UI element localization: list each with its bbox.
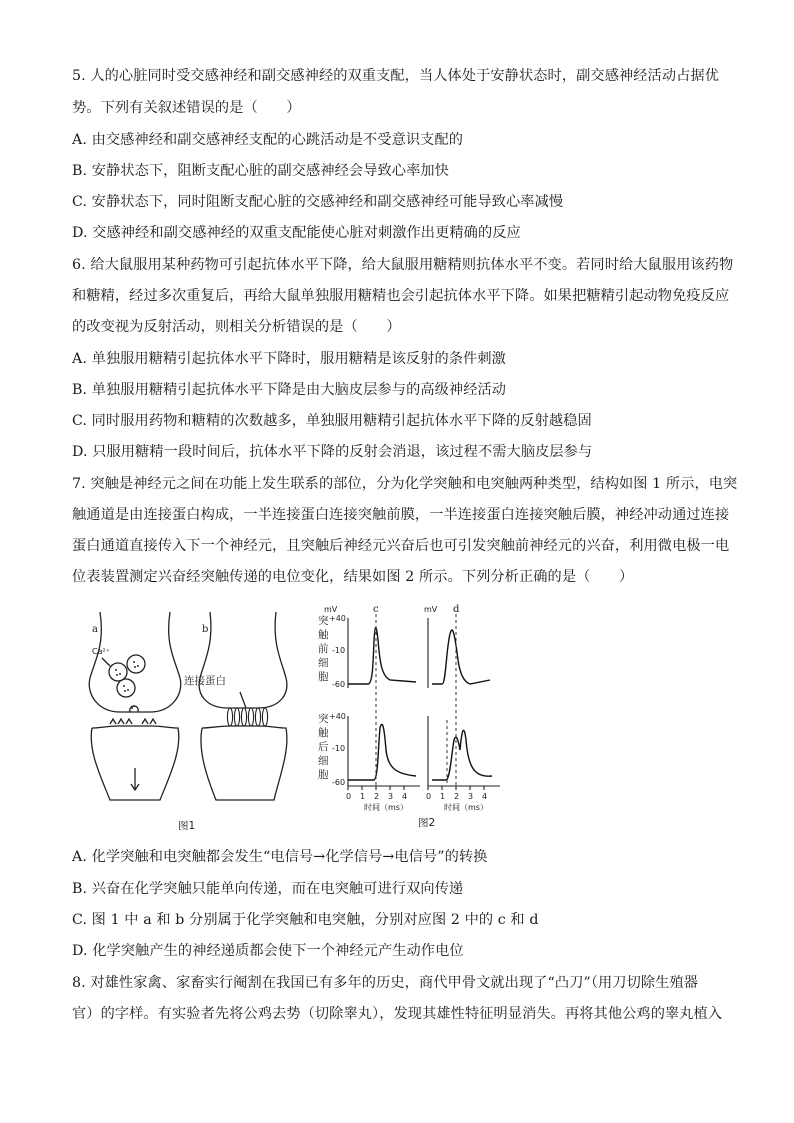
q7-stem-line-4: 位表装置测定兴奋经突触传递的电位变化，结果如图 2 所示。下列分析正确的是（ ） <box>72 569 634 585</box>
trace-c-post <box>348 724 416 780</box>
q5-stem-line-2: 势。下列有关叙述错误的是（ ） <box>72 100 301 116</box>
xtick-l-4: 4 <box>402 792 408 801</box>
xtick-r-1: 1 <box>440 792 446 801</box>
calcium-label: Ca²⁺ <box>92 647 110 656</box>
post-char-5: 胞 <box>318 769 329 781</box>
q7-stem-line-1: 7. 突触是神经元之间在功能上发生联系的部位，分为化学突触和电突触两种类型，结构如图 1 所示，电突 <box>72 476 738 492</box>
q6-option-b[interactable]: B. 单独服用糖精引起抗体水平下降是由大脑皮层参与的高级神经活动 <box>72 382 507 398</box>
q7-option-b[interactable]: B. 兴奋在化学突触只能单向传递，而在电突触可进行双向传递 <box>72 881 464 897</box>
post-char-4: 细 <box>318 755 329 767</box>
fig2-axes <box>348 618 500 790</box>
post-char-3: 后 <box>318 741 329 753</box>
q8-stem-line-1: 8. 对雄性家禽、家畜实行阉割在我国已有多年的历史，商代甲骨文就出现了“凸刀”（用刀切除生殖器 <box>72 975 699 991</box>
q7-option-d[interactable]: D. 化学突触产生的神经递质都会使下一个神经元产生动作电位 <box>72 943 464 959</box>
connexin-label: 连接蛋白 <box>184 675 226 687</box>
post-char-2: 触 <box>318 727 329 739</box>
ytick-pre-mid: -10 <box>332 646 346 655</box>
ytick-pre-bottom: -60 <box>332 680 346 689</box>
fig1-label-a: a <box>92 624 98 635</box>
q7-stem-line-2: 触通道是由连接蛋白构成，一半连接蛋白连接突触前膜，一半连接蛋白连接突触后膜，神经冲动通过连接 <box>72 507 730 523</box>
fig1-panel-b <box>199 612 287 800</box>
xtick-r-2: 2 <box>454 792 460 801</box>
mv-unit-right: mV <box>424 605 438 614</box>
xtick-l-1: 1 <box>360 792 366 801</box>
pre-char-2: 触 <box>318 629 329 641</box>
q6-stem-line-2: 和糖精，经过多次重复后，再给大鼠单独服用糖精也会引起抗体水平下降。如果把糖精引起动物免疫反应 <box>72 288 730 304</box>
fig1-caption: 图1 <box>178 820 196 832</box>
fig2-caption: 图2 <box>418 817 436 829</box>
q5-option-d[interactable]: D. 交感神经和副交感神经的双重支配能使心脏对刺激作出更精确的反应 <box>72 225 521 241</box>
mv-unit-left: mV <box>324 605 338 614</box>
ytick-post-mid: -10 <box>332 744 346 753</box>
q7-stem-line-3: 蛋白通道直接传入下一个神经元，且突触后神经元兴奋后也可引发突触前神经元的兴奋，利用微电极一电 <box>72 538 730 554</box>
ytick-pre-top: +40 <box>329 614 346 623</box>
vesicle-dots <box>115 661 139 709</box>
xtick-r-3: 3 <box>468 792 474 801</box>
fig2-traces <box>348 628 492 780</box>
fig1-label-b: b <box>202 624 209 635</box>
x-axis-title-left: 时间（ms） <box>364 803 408 812</box>
connexin-channels <box>227 708 267 726</box>
xtick-l-0: 0 <box>346 792 352 801</box>
q7-figure <box>80 600 520 836</box>
q7-option-c[interactable]: C. 图 1 中 a 和 b 分别属于化学突触和电突触，分别对应图 2 中的 c 和 d <box>72 912 539 928</box>
trace-d-pre <box>432 630 490 684</box>
q6-stem-line-1: 6. 给大鼠服用某种药物可引起抗体水平下降，给大鼠服用糖精则抗体水平不变。若同时给大鼠服用该药物 <box>72 257 734 273</box>
ytick-post-bottom: -60 <box>332 778 346 787</box>
q6-stem-line-3: 的改变视为反射活动，则相关分析错误的是（ ） <box>72 319 401 335</box>
pre-char-1: 突 <box>318 615 329 627</box>
q5-stem-line-1: 5. 人的心脏同时受交感神经和副交感神经的双重支配，当人体处于安静状态时，副交感神经活动占据优 <box>72 68 719 84</box>
q5-option-a[interactable]: A. 由交感神经和副交感神经支配的心跳活动是不受意识支配的 <box>72 132 464 148</box>
x-ticks-right <box>426 792 487 801</box>
xtick-r-0: 0 <box>426 792 432 801</box>
xtick-l-3: 3 <box>388 792 394 801</box>
curve-label-d: d <box>453 604 460 615</box>
q6-option-c[interactable]: C. 同时服用药物和糖精的次数越多，单独服用糖精引起抗体水平下降的反射越稳固 <box>72 413 592 429</box>
pre-char-3: 前 <box>318 643 329 655</box>
ytick-post-top: +40 <box>329 712 346 721</box>
x-axis-title-right: 时间（ms） <box>444 803 488 812</box>
trace-c-pre <box>348 628 416 684</box>
q8-stem-line-2: 官）的字样。有实验者先将公鸡去势（切除睾丸），发现其雄性特征明显消失。再将其他公鸡的睾丸植入 <box>72 1006 723 1022</box>
pre-char-5: 胞 <box>318 671 329 683</box>
trace-d-post <box>432 730 492 780</box>
q7-option-a[interactable]: A. 化学突触和电突触都会发生“电信号→化学信号→电信号”的转换 <box>72 849 488 865</box>
post-char-1: 突 <box>318 713 329 725</box>
q5-option-c[interactable]: C. 安静状态下，同时阻断支配心脏的交感神经和副交感神经可能导致心率减慢 <box>72 194 564 210</box>
pre-char-4: 细 <box>318 657 329 669</box>
post-cell-label <box>318 713 329 781</box>
xtick-r-4: 4 <box>482 792 488 801</box>
synapse-figure-svg <box>80 600 520 836</box>
x-ticks-left <box>346 792 407 801</box>
xtick-l-2: 2 <box>374 792 380 801</box>
q6-option-d[interactable]: D. 只服用糖精一段时间后，抗体水平下降的反射会消退，该过程不需大脑皮层参与 <box>72 444 593 460</box>
q5-option-b[interactable]: B. 安静状态下，阻断支配心脏的副交感神经会导致心率加快 <box>72 163 449 179</box>
pre-cell-label <box>318 615 329 683</box>
q6-option-a[interactable]: A. 单独服用糖精引起抗体水平下降时，服用糖精是该反射的条件刺激 <box>72 351 506 367</box>
curve-label-c: c <box>373 604 379 615</box>
